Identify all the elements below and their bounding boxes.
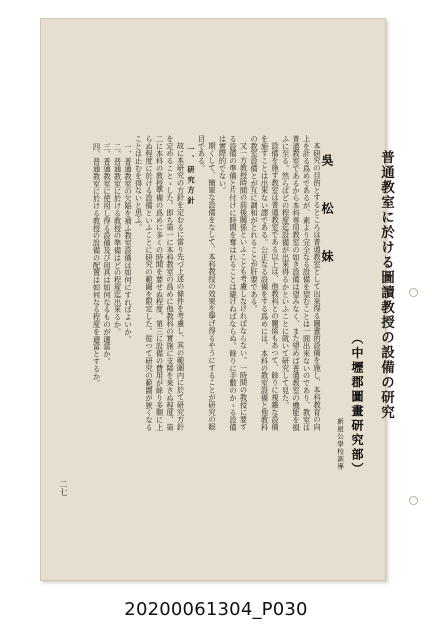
paragraph: 設備を施す教室は普通教室である以上は、他教科との關係もあつて、餘りに複雜な設備を施すことは出來ない譯である。公正なる設備をする爲めには、本科の教室設備と他教科の教室設備とが互に調和がとれることが肝要である。 (250, 135, 280, 431)
image-caption: 20200061304_P030 (124, 599, 308, 620)
research-question: 四、普通教室に於ける教授の設備の配置は如何なる程度を適當とするか。 (92, 143, 102, 388)
paragraph: 期くして、簡單な設備をなして、本科教授の效果を擧げ得るやうにすることが研究の眼目である。 (197, 135, 217, 431)
binding-hole (409, 496, 418, 505)
document-title: 普通教室に於ける圖讀教授の設備の研究 (378, 150, 394, 420)
binding-hole (409, 288, 418, 297)
body-text (91, 135, 322, 435)
paragraph: 故に本研究の方針を定むるに當り先づ上述の條件を考慮し、其の範圍内に於て研究方針を定めることゝした。即ち第一に本科教室の爲めに他教科の實施に支障を來さぬ程度、第二に本科の教授準備の爲めに多くの時間を要せぬ程度、第三に設備の費用が餘り多額に上らぬ程度に於ける設備といふことに研究の範圍を限定した。從つて研究の範圍が狹くなることは止むを得ないと思ふ。 (134, 135, 186, 431)
paragraph: 本研究の目的とするところは普通教室として出來得る圖畫的設備を施し、本科教育の向上を計る爲めであるが、素より完全なる設備を望むことは一面出來ないのであり、教室は普通教室であるから本科専用教室の如き設備は望みなく、また望めば普通教室の機能を損ふに至る。然らばどの程度迄設備が出來得るかといふことに就いて研究して見た。 (281, 135, 322, 431)
title-block (320, 150, 396, 570)
research-question: 一、普通教室の欠陥を補ふ教室設備は如何にすればよいか。 (124, 143, 133, 343)
author-affiliation: 新屋公學校訓導 (336, 418, 344, 471)
research-question: 三、普通教室に使用し得る設備及び用具は如何なるものが適當か。 (103, 143, 112, 365)
document-subtitle: （中壢郡圖畫研究部） (350, 332, 364, 477)
page-number: 二七 (59, 480, 68, 496)
paragraph: 又一方教授時間の前後關係といふことも考慮しなければならない。一時間の教授に要する設備の準備と片付けに時間を奪はれることは避けねばならぬ。餘りに手數のかゝる設備は實際的でない。 (218, 135, 249, 431)
author-name: 吳 松 妹 (320, 154, 334, 274)
section-heading: 一、研究方針 (187, 145, 196, 207)
research-question: 二、普通教室に於ける教授の準備はどの程度迄出來るか。 (113, 143, 123, 336)
